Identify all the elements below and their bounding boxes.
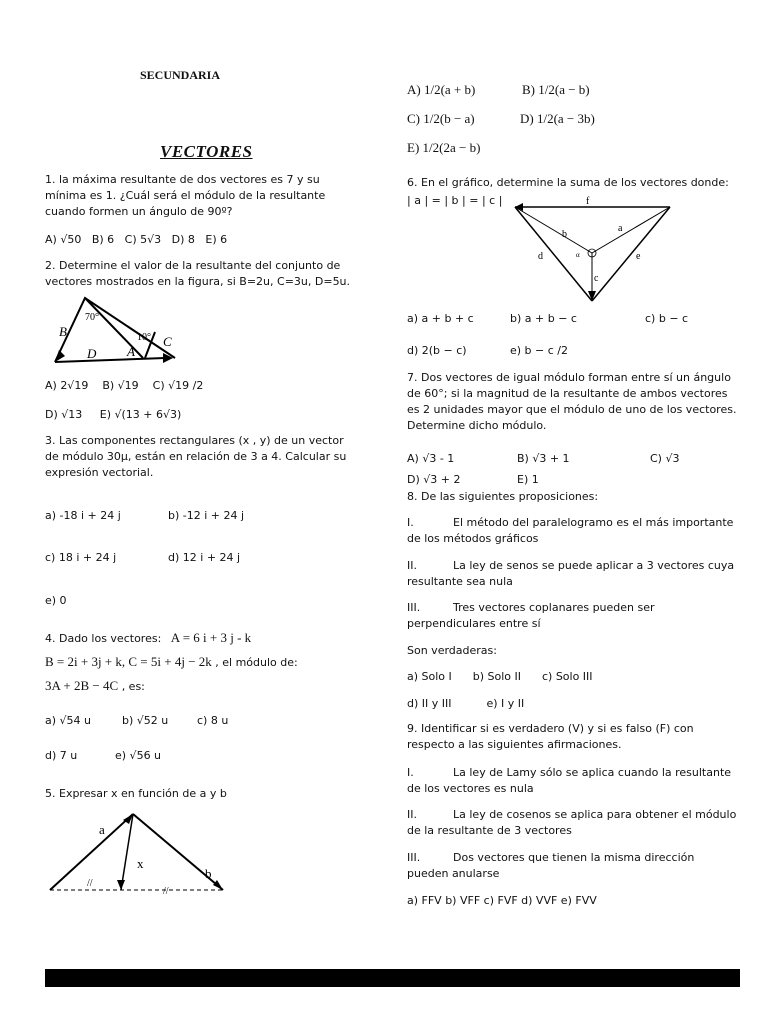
q4-vector-bc: B = 2i + 3j + k, C = 5i + 4j − 2k xyxy=(45,654,212,669)
q5-label-a: a xyxy=(99,822,105,837)
page-title: VECTORES xyxy=(160,142,253,161)
q6-label-c: c xyxy=(594,273,599,284)
q2-label-d: D xyxy=(87,346,97,361)
q6-figure xyxy=(510,195,680,305)
q5-opt-e: E) 1/2(2a − b) xyxy=(407,140,481,155)
q6-label-d: d xyxy=(538,251,543,262)
q5-label-x: x xyxy=(137,856,144,871)
q4-es: , es: xyxy=(121,680,145,693)
q9-item-1 xyxy=(407,765,737,797)
q9-item-3-num: III. xyxy=(407,851,421,864)
q5-opt-d: D) 1/2(a − 3b) xyxy=(520,111,595,126)
q1-opt-b: B) 6 xyxy=(91,233,115,246)
q9-item-2 xyxy=(407,807,737,839)
q6-opt-b: b) a + b − c xyxy=(510,312,577,325)
q9-item-3 xyxy=(407,850,737,882)
q6-label-b: b xyxy=(562,229,567,240)
q2-angle1: 70° xyxy=(85,312,99,323)
q2-label-c: C xyxy=(163,334,172,349)
q6-label-a: a xyxy=(618,223,623,234)
q5-figure xyxy=(45,810,245,895)
q2-opt-e: E) √(13 + 6√3) xyxy=(99,408,182,421)
q8-item-3 xyxy=(407,600,737,632)
q8-item-1-num: I. xyxy=(407,516,414,529)
q7-opt-e: E) 1 xyxy=(517,473,539,486)
q4-opt-c: c) 8 u xyxy=(197,714,229,727)
q2-text: 2. Determine el valor de la resultante del conjunto de vectores mostrados en la figura, si B=2u, C=3u, D=5u. xyxy=(45,259,351,288)
q3-opt-c: c) 18 i + 24 j xyxy=(45,551,117,564)
q8-text: 8. De las siguientes proposiciones: xyxy=(407,490,599,503)
q4-intro xyxy=(45,630,251,647)
q9-item-1-num: I. xyxy=(407,766,414,779)
q3-opt-b: b) -12 i + 24 j xyxy=(168,509,245,522)
q5-text: 5. Expresar x en función de a y b xyxy=(45,787,227,800)
q2-figure xyxy=(45,292,185,372)
q4-opt-a: a) √54 u xyxy=(45,714,92,727)
footer-bar xyxy=(45,969,740,987)
q1-opt-e: E) 6 xyxy=(205,233,228,246)
q8-options-row1: a) Solo I b) Solo II c) Solo III xyxy=(407,670,593,683)
q8-item-3-text: Tres vectores coplanares pueden ser perpendiculares entre sí xyxy=(407,601,655,630)
q2-options-row2 xyxy=(45,407,181,423)
q8-ask: Son verdaderas: xyxy=(407,644,497,657)
q3-opt-a: a) -18 i + 24 j xyxy=(45,509,121,522)
q7-opt-a: A) √3 - 1 xyxy=(407,452,455,465)
q7-opt-d: D) √3 + 2 xyxy=(407,473,461,486)
q5-opt-b: B) 1/2(a − b) xyxy=(522,82,590,97)
q7-opt-b: B) √3 + 1 xyxy=(517,452,570,465)
q6-opt-d: d) 2(b − c) xyxy=(407,344,467,357)
q4-vector-a: A = 6 i + 3 j - k xyxy=(170,630,252,645)
q4-expression xyxy=(45,678,145,695)
q5-label-b: b xyxy=(205,866,212,881)
q9-text: 9. Identificar si es verdadero (V) y si es falso (F) con respecto a las siguientes afirmaciones. xyxy=(407,722,694,751)
q4-opt-e: e) √56 u xyxy=(115,749,162,762)
q6-opt-a: a) a + b + c xyxy=(407,312,474,325)
q9-item-2-num: II. xyxy=(407,808,417,821)
q2-opt-a: A) 2√19 xyxy=(45,379,89,392)
q4-intro-text: 4. Dado los vectores: xyxy=(45,632,162,645)
q8-item-2-text: La ley de senos se puede aplicar a 3 vectores cuya resultante sea nula xyxy=(407,559,735,588)
q4-expr: 3A + 2B − 4C xyxy=(45,678,119,693)
q2-opt-d: D) √13 xyxy=(45,408,83,421)
q3-text: 3. Las componentes rectangulares (x , y) de un vector de módulo 30μ, están en relación de 3 a 4. Calcular su expresión vectorial. xyxy=(45,434,347,479)
q6-text: 6. En el gráfico, determine la suma de los vectores donde: xyxy=(407,176,729,189)
q2-label-b: B xyxy=(59,324,67,339)
q6-label-e: e xyxy=(636,251,641,262)
q9-options: a) FFV b) VFF c) FVF d) VVF e) FVV xyxy=(407,894,597,907)
q8-item-3-num: III. xyxy=(407,601,421,614)
q9-item-1-text: La ley de Lamy sólo se aplica cuando la resultante de los vectores es nula xyxy=(407,766,732,795)
q5-opt-a: A) 1/2(a + b) xyxy=(407,82,476,97)
q9-item-3-text: Dos vectores que tienen la misma dirección pueden anularse xyxy=(407,851,695,880)
svg-text://: // xyxy=(87,878,93,889)
q7-opt-c: C) √3 xyxy=(650,452,680,465)
q8-item-1 xyxy=(407,515,737,547)
q8-item-2-num: II. xyxy=(407,559,417,572)
q1-text: 1. la máxima resultante de dos vectores es 7 y su mínima es 1. ¿Cuál será el módulo de la resultante cuando formen un ángulo de 90º? xyxy=(45,173,326,218)
q6-opt-e: e) b − c /2 xyxy=(510,344,568,357)
page-header: SECUNDARIA xyxy=(140,68,221,82)
q4-opt-d: d) 7 u xyxy=(45,749,78,762)
q8-item-1-text: El método del paralelogramo es el más importante de los métodos gráficos xyxy=(407,516,734,545)
q1-opt-c: C) 5√3 xyxy=(124,233,162,246)
q8-item-2 xyxy=(407,558,737,590)
q6-condition: | a | = | b | = | c | xyxy=(407,194,503,207)
q1-opt-d: D) 8 xyxy=(171,233,195,246)
q6-label-f: f xyxy=(586,196,590,207)
q5-opt-c: C) 1/2(b − a) xyxy=(407,111,475,126)
q4-opt-b: b) √52 u xyxy=(122,714,169,727)
svg-text://: // xyxy=(163,886,169,897)
q7-text: 7. Dos vectores de igual módulo forman entre sí un ángulo de 60°; si la magnitud de la resultante de ambos vectores es 2 unidades mayor que el módulo de uno de los vectores. Determine dicho módulo. xyxy=(407,371,737,432)
q6-opt-c: c) b − c xyxy=(645,312,689,325)
q9-item-2-text: La ley de cosenos se aplica para obtener el módulo de la resultante de 3 vectores xyxy=(407,808,737,837)
q8-options-row2: d) II y III e) I y II xyxy=(407,697,525,710)
q4-modulo-text: , el módulo de: xyxy=(215,656,298,669)
q3-opt-e: e) 0 xyxy=(45,594,67,607)
q2-opt-b: B) √19 xyxy=(102,379,139,392)
q2-label-a: A xyxy=(127,344,135,359)
q1-options xyxy=(45,232,227,248)
q2-opt-c: C) √19 /2 xyxy=(152,379,204,392)
q6-alpha: α xyxy=(576,251,580,259)
q2-options-row1 xyxy=(45,378,203,394)
q3-opt-d: d) 12 i + 24 j xyxy=(168,551,241,564)
q2-angle2: 10° xyxy=(137,332,151,343)
q4-vectors-bc xyxy=(45,654,298,671)
q1-opt-a: A) √50 xyxy=(45,233,82,246)
